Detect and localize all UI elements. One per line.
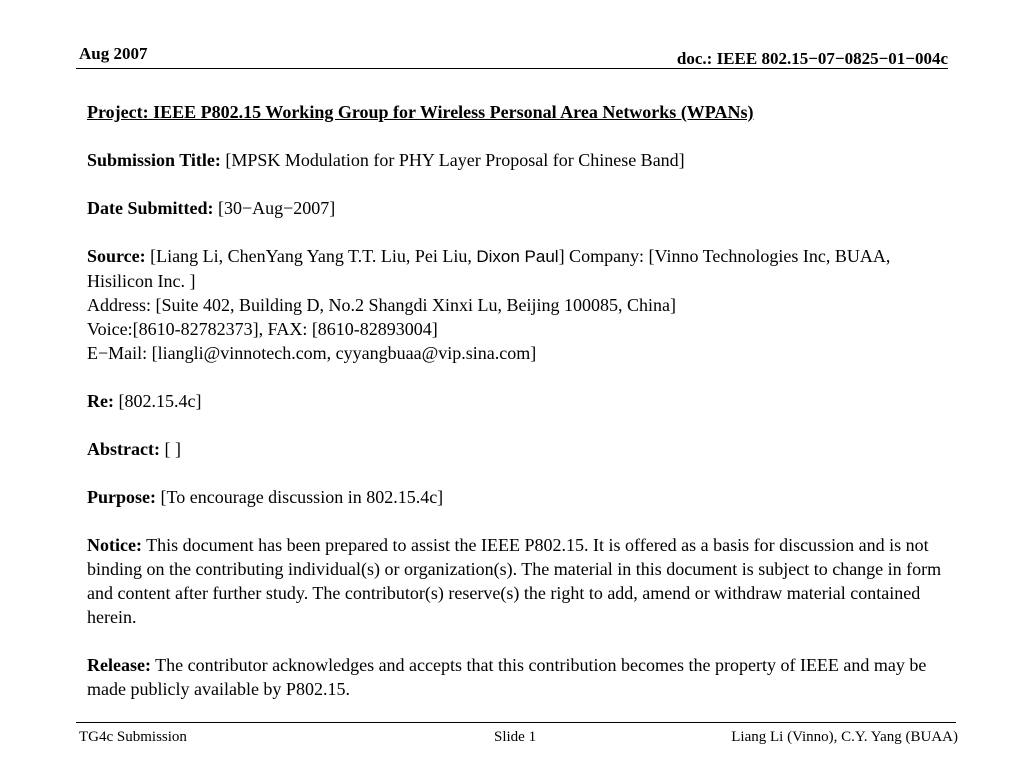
footer-divider: [76, 722, 956, 723]
release-value: The contributor acknowledges and accepts that this contribution becomes the property of IEEE and may be made publicly available by P802.15.: [87, 655, 927, 699]
project-line: [87, 100, 957, 124]
document-body: [87, 100, 957, 725]
date-submitted-label: Date Submitted:: [87, 198, 214, 218]
purpose-label: Purpose:: [87, 487, 156, 507]
release-label: Release:: [87, 655, 151, 675]
source-label: Source:: [87, 246, 146, 266]
abstract-value: [ ]: [159, 439, 181, 459]
header-date: Aug 2007: [79, 44, 148, 63]
email-line: E−Mail: [liangli@vinnotech.com, cyyangbuaa@vip.sina.com]: [87, 343, 537, 363]
release-paragraph: [87, 653, 957, 701]
date-submitted-line: [87, 196, 957, 220]
re-label: Re:: [87, 391, 114, 411]
re-value: [802.15.4c]: [113, 391, 202, 411]
abstract-label: Abstract:: [87, 439, 160, 459]
purpose-value: [To encourage discussion in 802.15.4c]: [156, 487, 444, 507]
voice-line: Voice:[8610-82782373], FAX: [8610-82893004]: [87, 319, 438, 339]
source-value-post: ] Company: [Vinno Technologies Inc, BUAA, Hisilicon Inc. ]: [87, 246, 891, 291]
footer-authors: Liang Li (Vinno), C.Y. Yang (BUAA): [731, 729, 958, 745]
submission-title-label: Submission Title:: [87, 150, 221, 170]
source-value-pre: [Liang Li, ChenYang Yang T.T. Liu, Pei Liu,: [145, 246, 477, 266]
notice-label: Notice:: [87, 535, 142, 555]
footer-slide-number: Slide 1: [494, 729, 537, 745]
footer-submission: TG4c Submission: [79, 729, 187, 745]
purpose-line: [87, 485, 957, 509]
notice-value: This document has been prepared to assist the IEEE P802.15. It is offered as a basis for discussion and is not binding on the contributing individual(s) or organization(s). The material in this document is subject to change in form and content after further study. The contributor(s) reserve(s) the right to add, amend or withdraw material contained herein.: [87, 535, 942, 627]
header-doc-id: doc.: IEEE 802.15−07−0825−01−004c: [676, 49, 948, 68]
address-line: Address: [Suite 402, Building D, No.2 Shangdi Xinxi Lu, Beijing 100085, China]: [87, 295, 676, 315]
notice-paragraph: [87, 533, 957, 629]
abstract-line: [87, 437, 957, 461]
re-line: [87, 389, 957, 413]
submission-title-value: [MPSK Modulation for PHY Layer Proposal for Chinese Band]: [220, 150, 685, 170]
source-line: [87, 244, 957, 293]
submission-title-line: [87, 148, 957, 172]
project-title: Project: IEEE P802.15 Working Group for Wireless Personal Area Networks (WPANs): [87, 102, 754, 122]
header-divider: [76, 68, 948, 69]
source-value-sans: Dixon Paul: [476, 247, 559, 266]
date-submitted-value: [30−Aug−2007]: [213, 198, 336, 218]
